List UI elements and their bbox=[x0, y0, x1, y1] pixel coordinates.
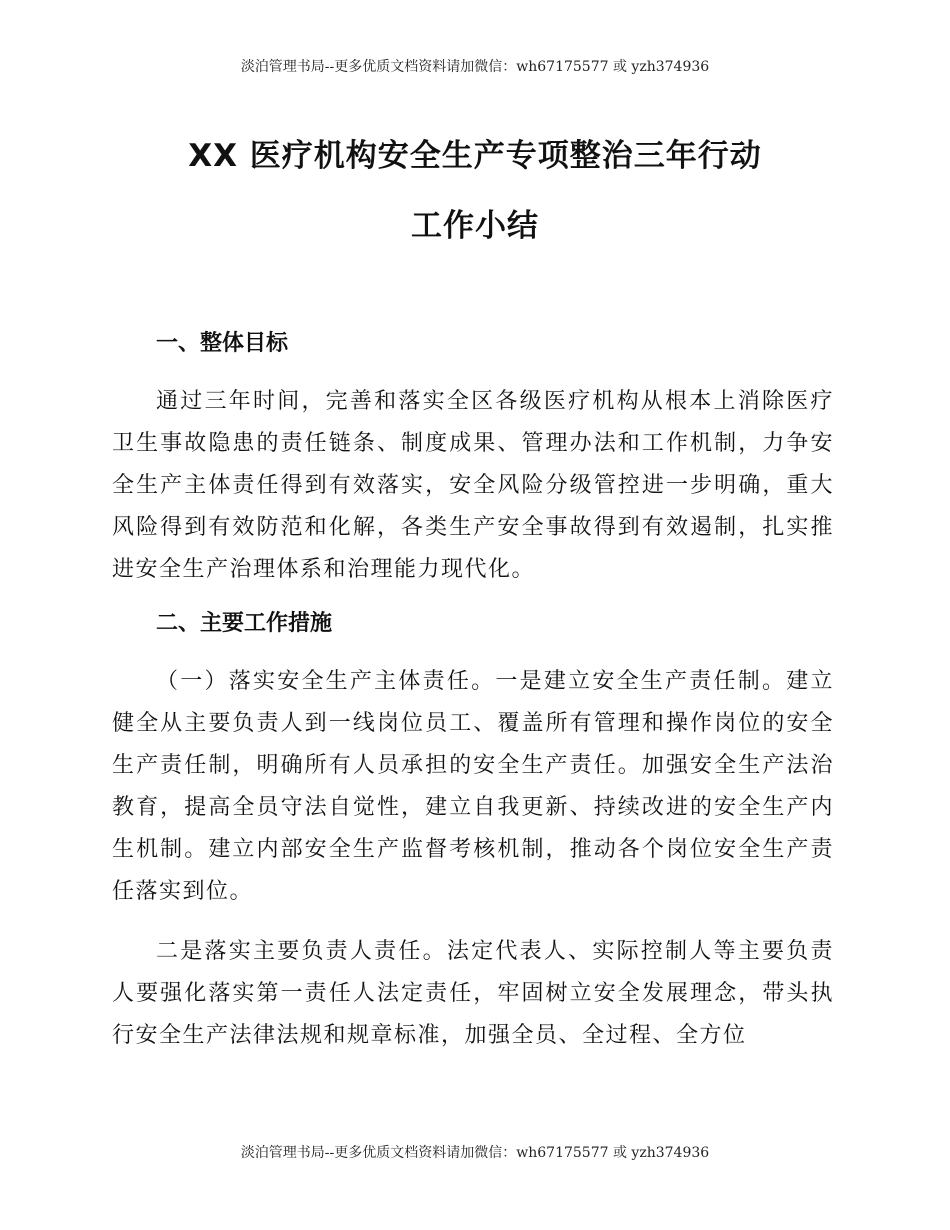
section-heading-main-measures: 二、主要工作措施 bbox=[156, 611, 333, 636]
paragraph-overall-goal: 通过三年时间，完善和落实全区各级医疗机构从根本上消除医疗卫生事故隐患的责任链条、制度成果、管理办法和工作机制，力争安全生产主体责任得到有效落实，安全风险分级管控进一步明确，重大风险得到有效防范和化解，各类生产安全事故得到有效遏制，扎实推进安全生产治理体系和治理能力现代化。 bbox=[112, 389, 834, 582]
footer-watermark-note: 淡泊管理书局--更多优质文档资料请加微信：wh67175577 或 yzh374936 bbox=[240, 1145, 710, 1161]
document-title-line-1: XX 医疗机构安全生产专项整治三年行动 bbox=[188, 138, 762, 174]
document-title-line-2: 工作小结 bbox=[411, 208, 539, 244]
document-body bbox=[112, 323, 834, 1057]
paragraph-measure-1: （一）落实安全生产主体责任。一是建立安全生产责任制。建立健全从主要负责人到一线岗位员工、覆盖所有管理和操作岗位的安全生产责任制，明确所有人员承担的安全生产责任。加强安全生产法治教育，提高全员守法自觉性，建立自我更新、持续改进的安全生产内生机制。建立内部安全生产监督考核机制，推动各个岗位安全生产责任落实到位。 bbox=[112, 669, 834, 904]
paragraph-measure-2: 二是落实主要负责人责任。法定代表人、实际控制人等主要负责人要强化落实第一责任人法定责任，牢固树立安全发展理念，带头执行安全生产法律法规和规章标准，加强全员、全过程、全方位 bbox=[112, 939, 834, 1048]
header-watermark-note: 淡泊管理书局--更多优质文档资料请加微信：wh67175577 或 yzh374936 bbox=[240, 59, 710, 75]
section-heading-overall-goal: 一、整体目标 bbox=[156, 331, 289, 356]
